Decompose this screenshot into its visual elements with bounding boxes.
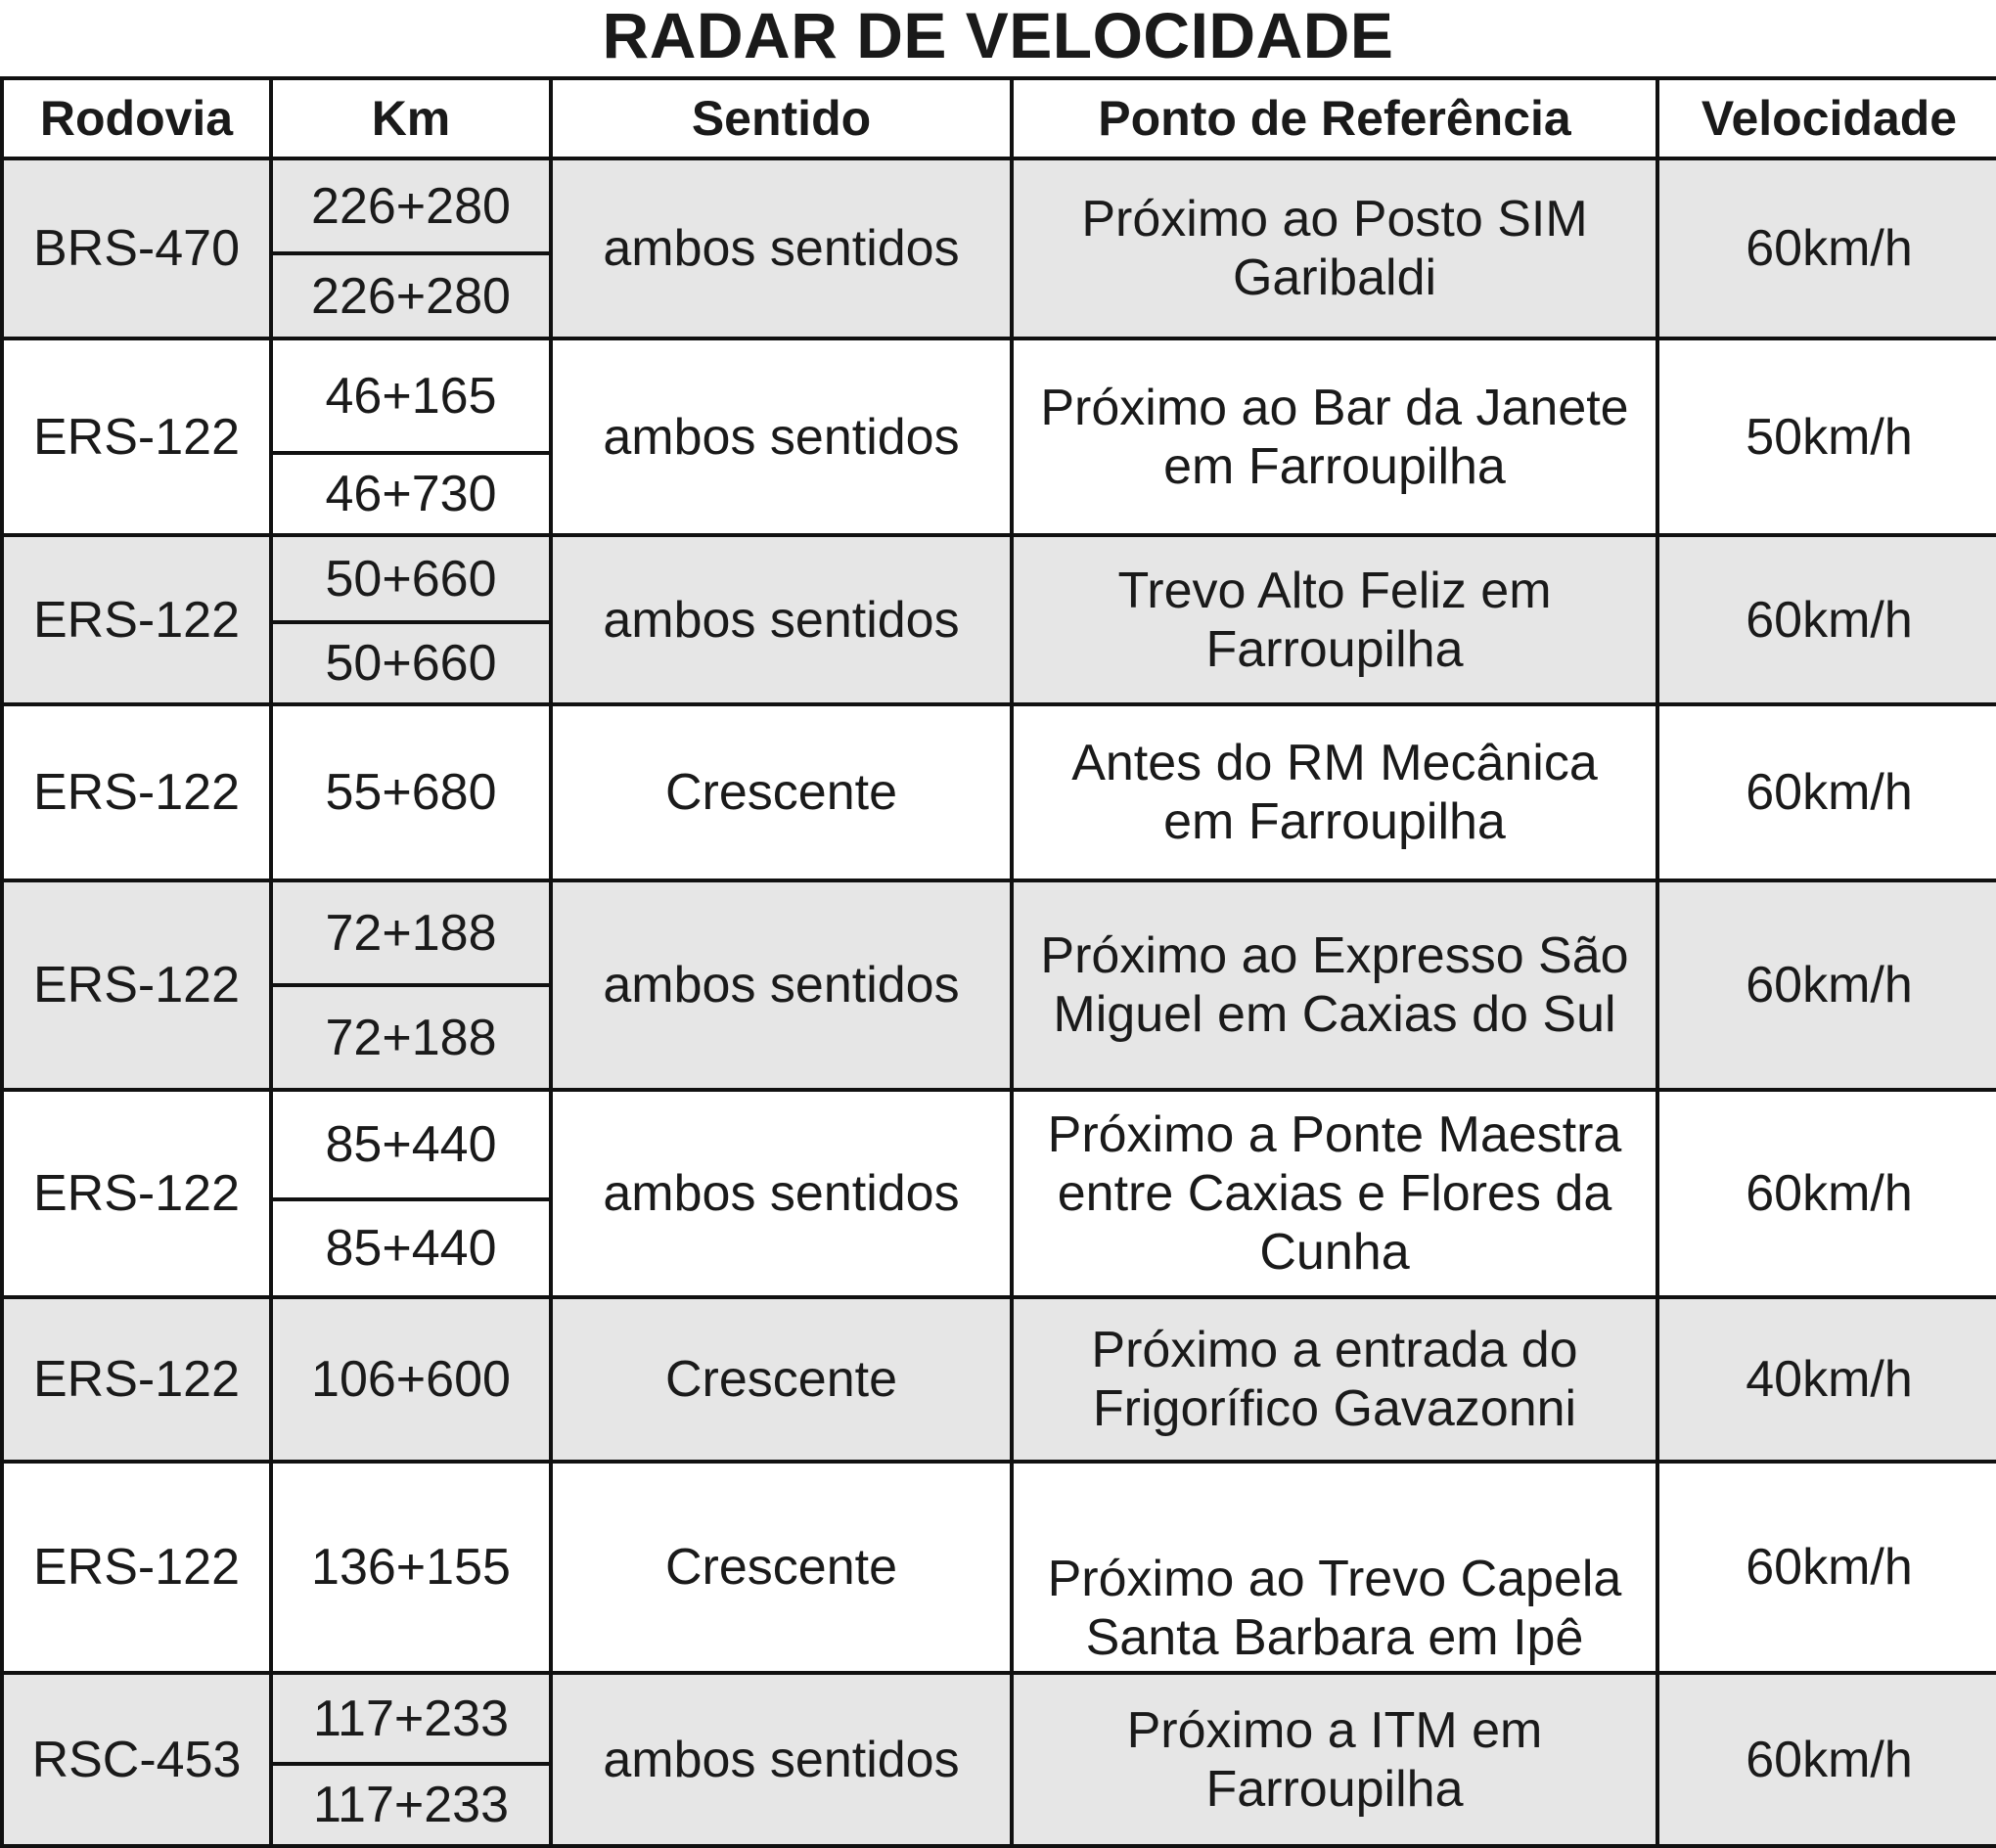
header-velocidade: Velocidade	[1657, 78, 1996, 158]
velocidade-cell: 60km/h	[1657, 704, 1996, 880]
referencia-line: Miguel em Caxias do Sul	[1053, 986, 1616, 1043]
velocidade-cell: 50km/h	[1657, 338, 1996, 535]
sentido-cell: Crescente	[551, 704, 1012, 880]
referencia-cell	[1012, 1462, 1657, 1673]
sentido-cell: ambos sentidos	[551, 535, 1012, 704]
referencia-cell	[1012, 704, 1657, 880]
referencia-line: Santa Barbara em Ipê	[1085, 1609, 1584, 1666]
km-cell: 136+155	[271, 1462, 551, 1673]
km-cell: 50+660	[271, 622, 551, 704]
rodovia-cell: ERS-122	[2, 1090, 271, 1297]
referencia-line: Próximo ao Bar da Janete	[1040, 379, 1629, 436]
referencia-line: Próximo ao Expresso São	[1040, 927, 1629, 984]
rodovia-cell: ERS-122	[2, 338, 271, 535]
header-km: Km	[271, 78, 551, 158]
velocidade-cell: 60km/h	[1657, 535, 1996, 704]
referencia-line: em Farroupilha	[1163, 793, 1506, 850]
velocidade-cell: 60km/h	[1657, 1673, 1996, 1846]
rodovia-cell: ERS-122	[2, 1462, 271, 1673]
sentido-cell: Crescente	[551, 1462, 1012, 1673]
sentido-cell: ambos sentidos	[551, 1090, 1012, 1297]
table-row	[2, 535, 1996, 622]
velocidade-cell: 60km/h	[1657, 1090, 1996, 1297]
referencia-line: Próximo a entrada do	[1091, 1322, 1578, 1378]
km-cell: 55+680	[271, 704, 551, 880]
velocidade-cell: 40km/h	[1657, 1297, 1996, 1462]
km-cell: 117+233	[271, 1764, 551, 1846]
km-cell: 46+165	[271, 338, 551, 453]
sentido-cell: ambos sentidos	[551, 338, 1012, 535]
rodovia-cell: ERS-122	[2, 535, 271, 704]
referencia-cell	[1012, 1090, 1657, 1297]
rodovia-cell: ERS-122	[2, 1297, 271, 1462]
rodovia-cell: ERS-122	[2, 704, 271, 880]
km-cell: 46+730	[271, 453, 551, 535]
header-sentido: Sentido	[551, 78, 1012, 158]
referencia-cell	[1012, 1297, 1657, 1462]
km-cell: 72+188	[271, 985, 551, 1090]
page-title: RADAR DE VELOCIDADE	[602, 0, 1394, 71]
referencia-cell	[1012, 158, 1657, 338]
rodovia-cell: RSC-453	[2, 1673, 271, 1846]
referencia-cell	[1012, 1673, 1657, 1846]
referencia-cell	[1012, 880, 1657, 1090]
velocidade-cell: 60km/h	[1657, 1462, 1996, 1673]
km-cell: 117+233	[271, 1673, 551, 1764]
referencia-line: Frigorífico Gavazonni	[1092, 1380, 1577, 1437]
header-referencia: Ponto de Referência	[1012, 78, 1657, 158]
sentido-cell: ambos sentidos	[551, 158, 1012, 338]
km-cell: 226+280	[271, 253, 551, 338]
table-row	[2, 1673, 1996, 1764]
velocidade-cell: 60km/h	[1657, 880, 1996, 1090]
referencia-line: Antes do RM Mecânica	[1071, 735, 1598, 791]
rodovia-cell: ERS-122	[2, 880, 271, 1090]
referencia-line: Próximo ao Posto SIM	[1081, 191, 1588, 248]
table-row	[2, 1462, 1996, 1673]
km-cell: 106+600	[271, 1297, 551, 1462]
sentido-cell: ambos sentidos	[551, 1673, 1012, 1846]
referencia-cell	[1012, 535, 1657, 704]
radar-table	[0, 76, 1996, 1848]
velocidade-cell: 60km/h	[1657, 158, 1996, 338]
rodovia-cell: BRS-470	[2, 158, 271, 338]
table-row	[2, 1090, 1996, 1199]
table-row	[2, 158, 1996, 253]
referencia-line: Próximo a Ponte Maestra	[1047, 1106, 1622, 1163]
referencia-line: Garibaldi	[1232, 249, 1437, 306]
referencia-line: em Farroupilha	[1163, 437, 1506, 495]
referencia-line: Cunha	[1259, 1224, 1410, 1281]
table-row	[2, 704, 1996, 880]
header-rodovia: Rodovia	[2, 78, 271, 158]
table-row	[2, 1297, 1996, 1462]
referencia-line: Próximo ao Trevo Capela	[1047, 1551, 1622, 1607]
km-cell: 50+660	[271, 535, 551, 622]
referencia-line: entre Caxias e Flores da	[1057, 1165, 1612, 1222]
sentido-cell: ambos sentidos	[551, 880, 1012, 1090]
km-cell: 85+440	[271, 1199, 551, 1297]
table-row	[2, 338, 1996, 453]
referencia-line: Próximo a ITM em	[1126, 1701, 1543, 1759]
km-cell: 85+440	[271, 1090, 551, 1199]
referencia-cell	[1012, 338, 1657, 535]
km-cell: 226+280	[271, 158, 551, 253]
header-row	[2, 78, 1996, 158]
table-row	[2, 880, 1996, 985]
referencia-line: Trevo Alto Feliz em	[1117, 562, 1552, 619]
referencia-line: Farroupilha	[1205, 1760, 1464, 1818]
sentido-cell: Crescente	[551, 1297, 1012, 1462]
referencia-line: Farroupilha	[1205, 620, 1464, 678]
km-cell: 72+188	[271, 880, 551, 985]
